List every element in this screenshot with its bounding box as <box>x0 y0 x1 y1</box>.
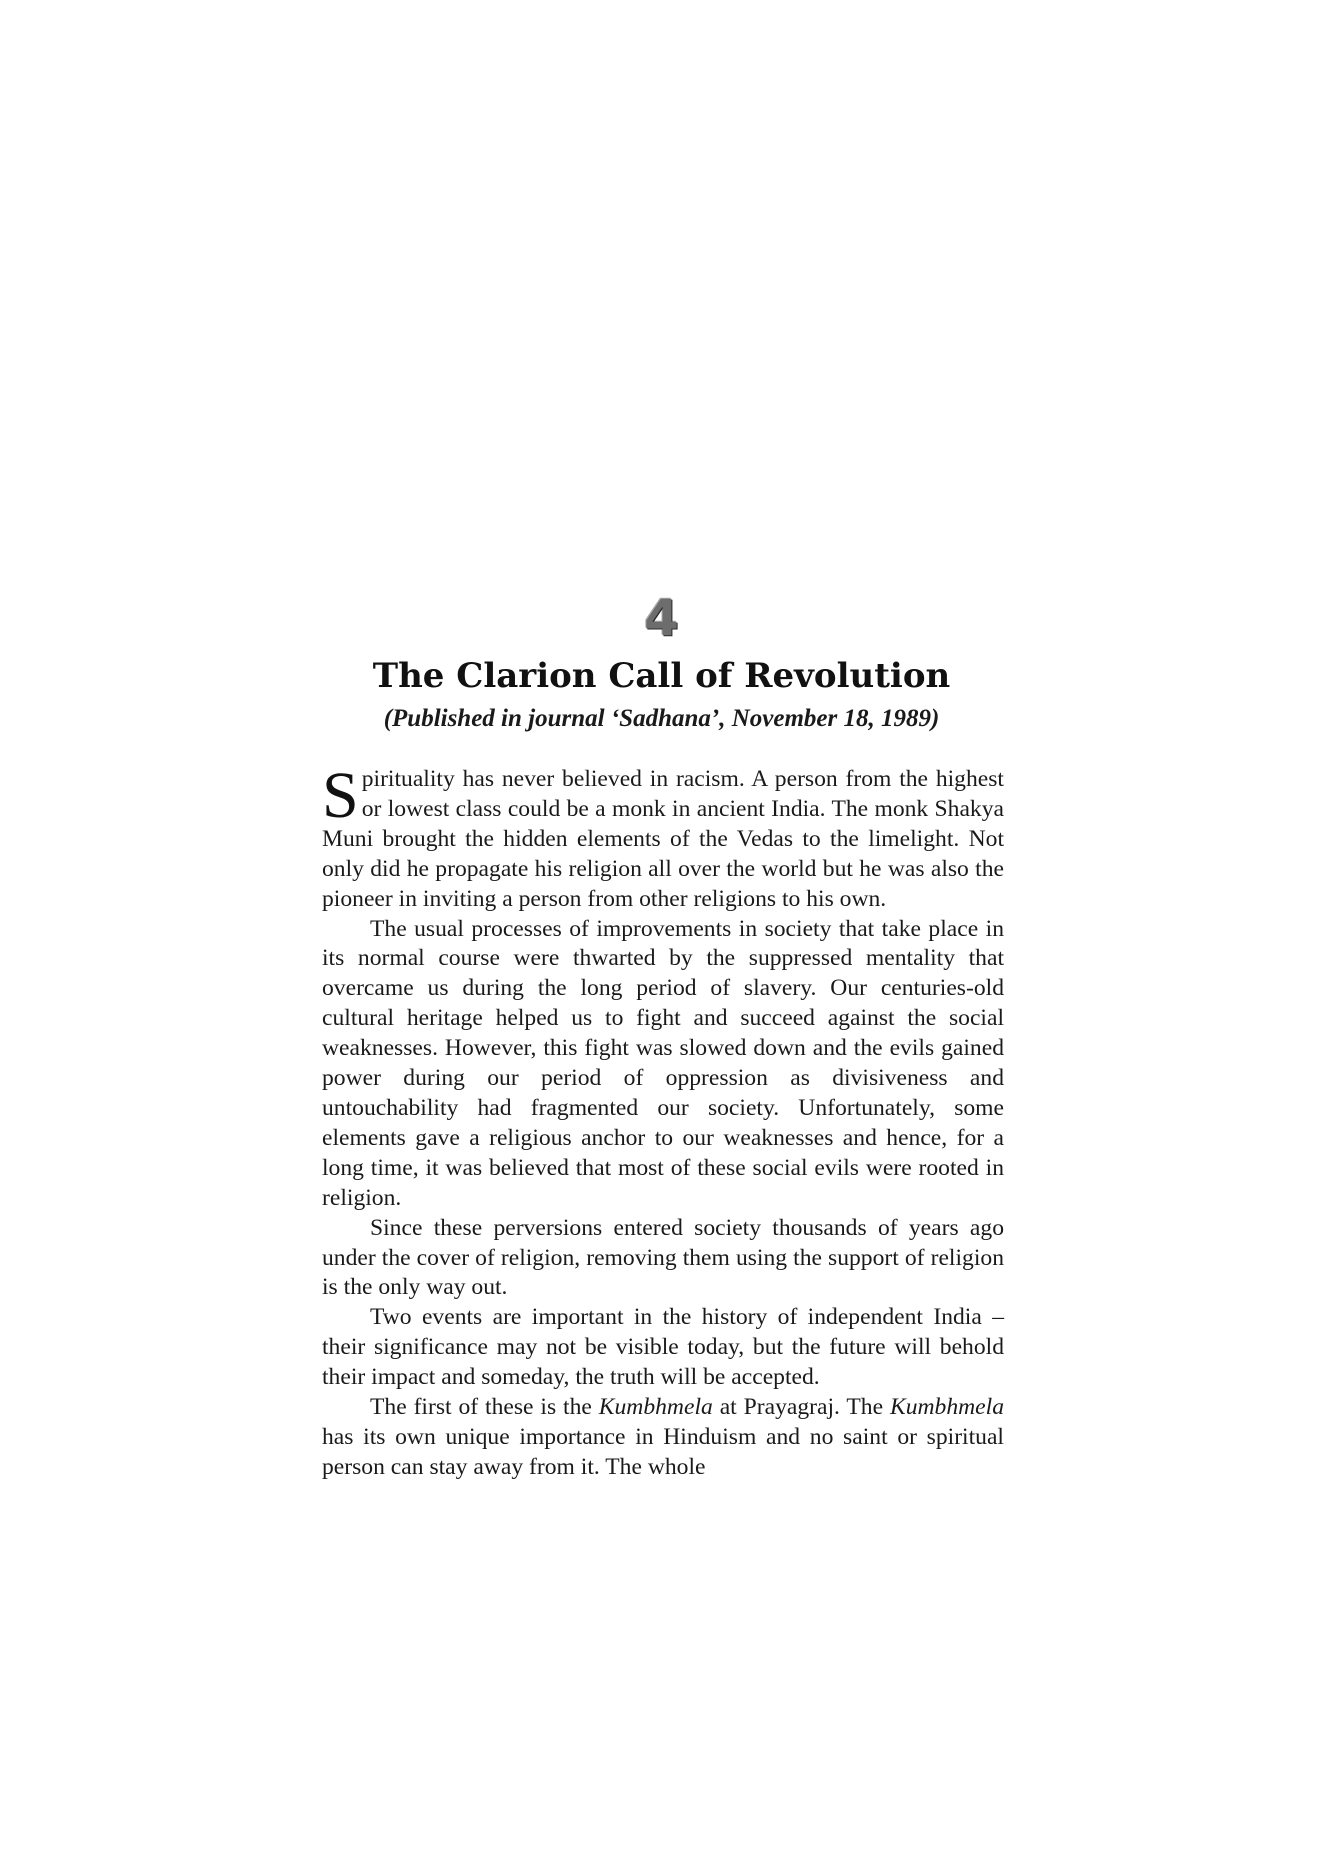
kumbhmela-term: Kumbhmela <box>889 1394 1004 1421</box>
paragraph-3: Since these perversions entered society thousands of years ago under the cover of religion, removing them using the support of religion is the only way out. <box>322 1214 1004 1301</box>
paragraph-2: The usual processes of improvements in society that take place in its normal course were thwarted by the suppressed mentality that overcame us during the long period of slavery. Our centuries-old cultural heritage helped us to fight and succeed against the social weaknesses. However, this fight was slowed down and the evils gained power during our period of oppression as divisiveness and untouchability had fragmented our society. Unfortunately, some elements gave a religious anchor to our weaknesses and hence, for a long time, it was believed that most of these social evils were rooted in religion. <box>322 915 1004 1211</box>
paragraph-1 <box>322 759 1004 915</box>
paragraph-1-text: pirituality has never believed in racism. A person from the highest or lowest class could be a monk in ancient India. The monk Shakya Muni brought the hidden elements of the Vedas to the limelight. Not only did he propagate his religion all over the world but he was also the pioneer in inviting a person from other religions to his own. <box>322 766 1004 912</box>
drop-cap: S <box>322 759 359 832</box>
paragraph-5-text-b: at Prayagraj. The <box>712 1394 890 1421</box>
chapter-number: 4 <box>644 589 679 647</box>
paragraph-5-text-a: The first of these is the <box>370 1394 599 1421</box>
chapter-subtitle: (Published in journal ‘Sadhana’, November 18, 1989) <box>383 705 940 732</box>
kumbhmela-term: Kumbhmela <box>598 1394 713 1421</box>
paragraph-4: Two events are important in the history of independent India – their significance may not be visible today, but the future will behold their impact and someday, the truth will be accepted. <box>322 1304 1004 1391</box>
chapter-body <box>322 759 1004 1483</box>
paragraph-5 <box>322 1393 1004 1483</box>
paragraph-5-text-c: has its own unique importance in Hinduism and no saint or spiritual person can stay away from it. The whole <box>322 1423 1004 1480</box>
chapter-title: The Clarion Call of Revolution <box>372 656 951 696</box>
